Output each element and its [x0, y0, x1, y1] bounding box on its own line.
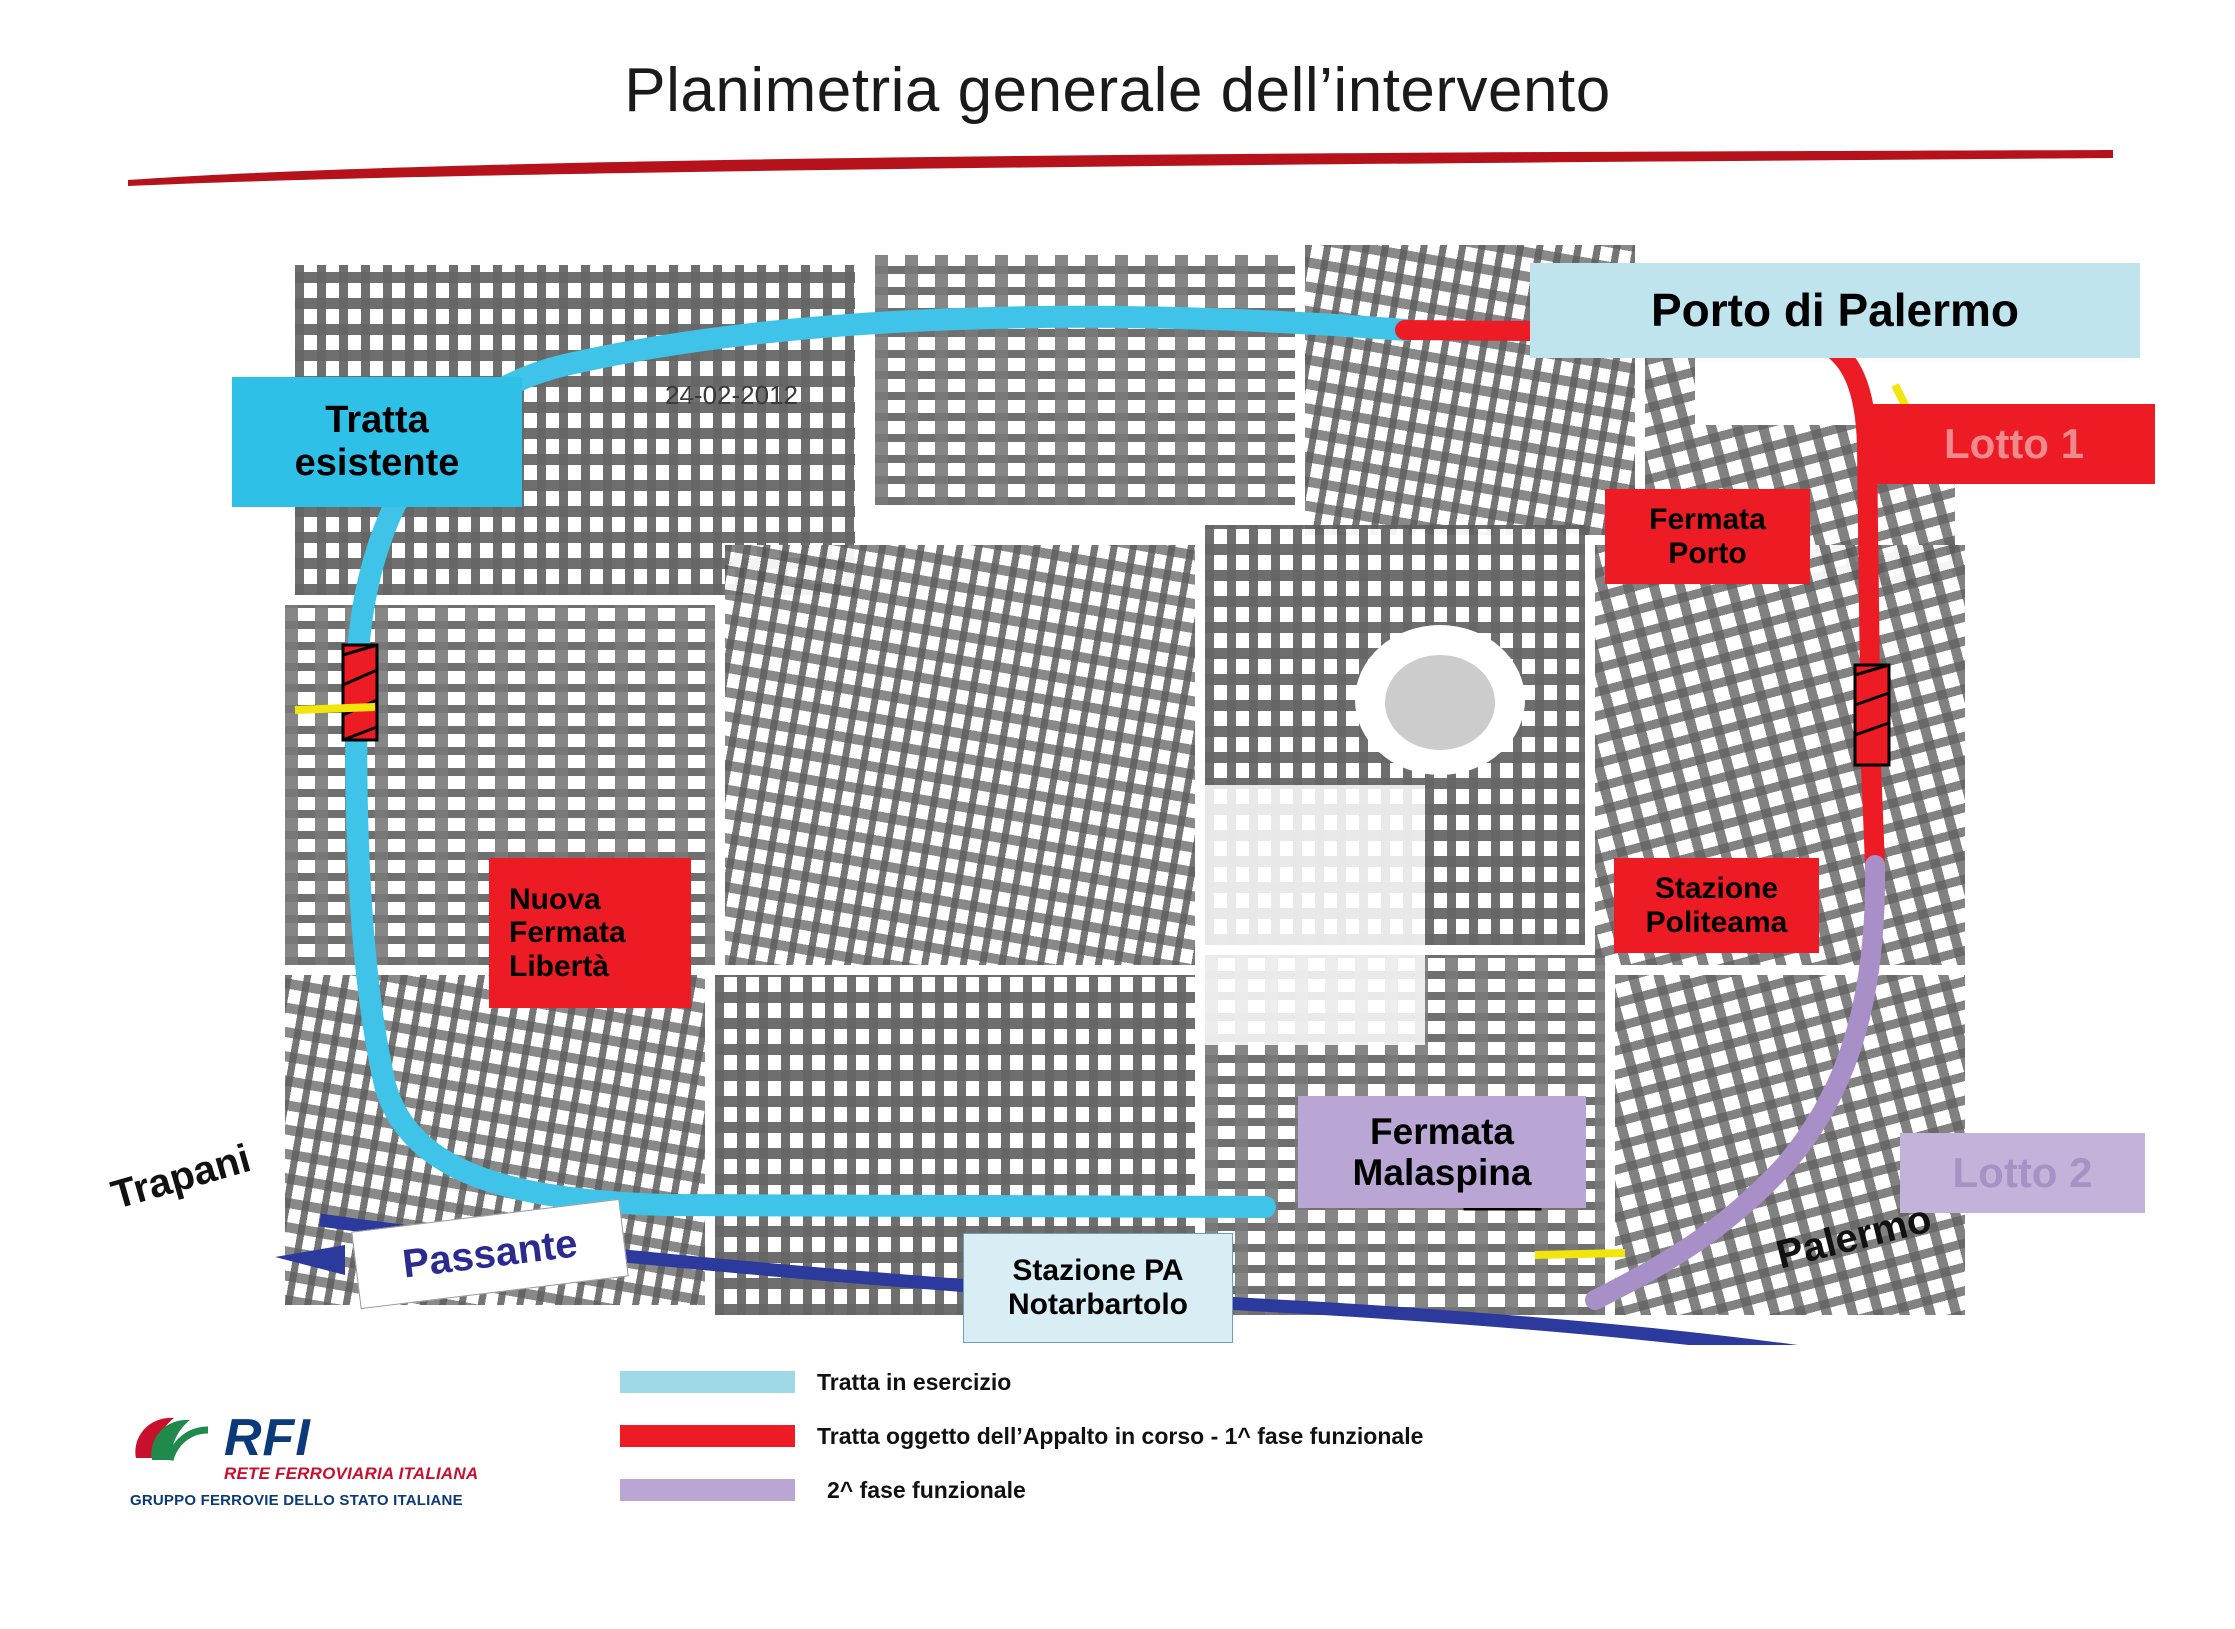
legend-label-0: Tratta in esercizio: [817, 1368, 1012, 1395]
legend-swatch-lot2: [620, 1479, 795, 1501]
fs-logo-icon: [130, 1408, 216, 1470]
map-date-stamp: 24-02-2012: [665, 380, 798, 410]
legend: [620, 1355, 1870, 1517]
title-divider-rule: [128, 150, 2113, 186]
legend-item-2: [620, 1463, 1870, 1517]
callout-stazione-pa-notarbartolo: [963, 1233, 1233, 1343]
callout-passante-label: Passante: [400, 1221, 580, 1287]
callout-lotto-1-label: Lotto 1: [1944, 420, 2084, 468]
callout-fermata-porto: [1605, 489, 1810, 584]
page-title: Planimetria generale dell’intervento: [624, 56, 1611, 125]
logo-line1: RETE FERROVIARIA ITALIANA: [224, 1464, 479, 1483]
callout-porto-di-palermo-label: Porto di Palermo: [1650, 283, 2020, 336]
map-canvas: [265, 245, 1985, 1345]
legend-item-1: [620, 1409, 1870, 1463]
legend-swatch-lot1: [620, 1425, 795, 1447]
callout-tratta-esistente-label: Tratta esistente: [294, 399, 460, 484]
callout-tratta-esistente: [232, 377, 522, 507]
legend-label-2: 2^ fase funzionale: [827, 1476, 1026, 1503]
callout-fermata-malaspina-label: Fermata Malaspina: [1352, 1110, 1532, 1193]
callout-nuova-fermata-liberta: [489, 858, 691, 1008]
callout-fermata-malaspina: [1298, 1096, 1586, 1208]
logo-line2: GRUPPO FERROVIE DELLO STATO ITALIANE: [130, 1492, 463, 1509]
callout-stazione-politeama-label: Stazione Politeama: [1645, 871, 1788, 939]
callout-lotto-1: [1873, 404, 2155, 484]
legend-label-1: Tratta oggetto dell’Appalto in corso - 1^ fase funzionale: [817, 1422, 1424, 1449]
callout-fermata-porto-label: Fermata Porto: [1649, 502, 1766, 570]
legend-item-0: [620, 1355, 1870, 1409]
logo-name: RFI: [224, 1409, 311, 1467]
callout-lotto-2: [1900, 1133, 2145, 1213]
callout-stazione-pa-notarbartolo-label: Stazione PA Notarbartolo: [1008, 1254, 1188, 1321]
callout-porto-di-palermo: [1530, 263, 2140, 358]
rfi-logo: [130, 1408, 530, 1528]
callout-lotto-2-label: Lotto 2: [1952, 1149, 2093, 1197]
callout-nuova-fermata-liberta-label: Nuova Fermata Libertà: [509, 882, 626, 983]
rail-route-overlay: [265, 245, 1985, 1345]
legend-swatch-existing: [620, 1371, 795, 1393]
direction-label-trapani: Trapani: [106, 1136, 256, 1218]
direction-label-palermo: Palermo: [1771, 1196, 1936, 1278]
callout-stazione-politeama: [1614, 858, 1819, 953]
